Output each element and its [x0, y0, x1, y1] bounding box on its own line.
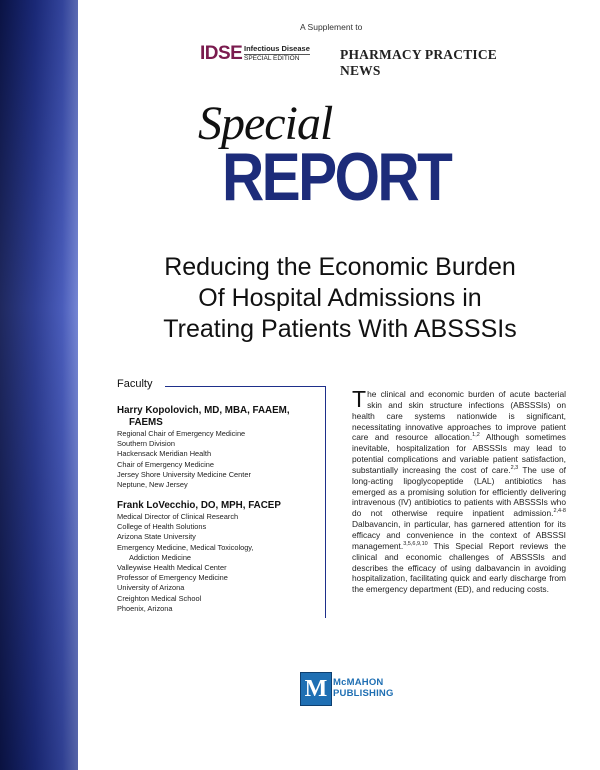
mcmahon-line1: McMAHON — [333, 677, 384, 688]
reference: 2,3 — [510, 465, 519, 472]
body-text: This Special Report reviews the clinical and economic challenges of ABSSSIs and describes the efficacy of using dalbavancin in avoiding hospitalization, facilitating quick and early discharge from the emergency department (ED), and reducing costs. — [352, 540, 566, 595]
body-text: The use of long-acting lipoglycopeptide (LAL) antibiotics has emerged as a promising solution for efficiently delivering intravenous (IV) antibiotics to patients with ABSSSIs who do not otherwise require inpatient admission. — [352, 464, 566, 519]
faculty-affiliation: Neptune, New Jersey — [117, 480, 188, 490]
title-line: Reducing the Economic Burden — [164, 253, 516, 281]
faculty-rule — [165, 386, 325, 387]
idse-subtitle — [244, 45, 310, 63]
mcmahon-wordmark — [333, 677, 394, 699]
intro-paragraph — [352, 386, 566, 595]
faculty-affiliation: Valleywise Health Medical Center — [117, 563, 227, 573]
faculty-affiliation: University of Arizona — [117, 583, 185, 593]
faculty-affiliation: Phoenix, Arizona — [117, 603, 173, 613]
idse-sub-line1: Infectious Disease — [244, 44, 310, 53]
publication-logos — [200, 43, 500, 78]
report-title — [100, 252, 580, 345]
faculty-affiliation: College of Health Solutions — [117, 522, 207, 532]
faculty-affiliation: Addiction Medicine — [129, 552, 192, 562]
title-line: Treating Patients With ABSSSIs — [163, 315, 517, 343]
faculty-affiliation: Jersey Shore University Medicine Center — [117, 469, 251, 479]
idse-logo: IDSE — [200, 43, 243, 64]
title-line: Of Hospital Admissions in — [198, 284, 482, 312]
pharmacy-practice-news-logo: PHARMACY PRACTICE NEWS — [340, 47, 498, 78]
faculty-heading: Faculty — [117, 378, 153, 390]
drop-cap: T — [352, 386, 367, 412]
blue-side-band — [0, 0, 78, 770]
faculty-affiliation: Hackensack Meridian Health — [117, 449, 212, 459]
idse-sub-line2: SPECIAL EDITION — [244, 54, 310, 64]
faculty-affiliation: Medical Director of Clinical Research — [117, 512, 239, 521]
reference: 3,5,6,9,10 — [403, 541, 428, 548]
faculty-affiliation: Regional Chair of Emergency Medicine — [117, 429, 246, 438]
faculty-name: Harry Kopolovich, MD, MBA, FAAEM, — [117, 405, 290, 416]
mcmahon-mark-letter: M — [304, 676, 328, 702]
faculty-member — [117, 500, 322, 614]
faculty-affiliation: Arizona State University — [117, 532, 196, 542]
supplement-label: A Supplement to — [300, 22, 363, 32]
mcmahon-logo — [300, 672, 420, 708]
faculty-affiliation: Emergency Medicine, Medical Toxicology, — [117, 542, 254, 552]
body-text: he clinical and economic burden of acute bacterial skin and skin structure infections (ABSSSIs) on health care systems nationwide is significant, necessitating innovative approaches to improve patient care and resource allocation. — [352, 389, 566, 443]
faculty-name: Frank LoVecchio, DO, MPH, FACEP — [117, 500, 281, 511]
body-text: Dalbavancin, in particular, has garnered attention for its efficacy and convenience in the context of ABSSSI management. — [352, 519, 566, 551]
masthead-special: Special — [198, 97, 333, 150]
body-text: Although sometimes inevitable, hospitalization for ABSSSIs may lead to potential complications and variable patient satisfaction, substantially increasing the cost of care. — [352, 432, 566, 475]
mcmahon-mark — [300, 672, 332, 706]
masthead-report: REPORT — [222, 139, 451, 215]
mcmahon-line2: PUBLISHING — [333, 688, 394, 699]
faculty-affiliation: Professor of Emergency Medicine — [117, 573, 228, 583]
reference: 2,4-8 — [553, 508, 566, 515]
faculty-name-cont: FAEMS — [129, 417, 163, 428]
faculty-affiliation: Chair of Emergency Medicine — [117, 459, 214, 469]
column-divider — [325, 386, 326, 618]
reference: 1,2 — [472, 432, 480, 439]
faculty-affiliation: Creighton Medical School — [117, 593, 202, 603]
faculty-affiliation: Southern Division — [117, 439, 175, 449]
faculty-member — [117, 405, 322, 490]
